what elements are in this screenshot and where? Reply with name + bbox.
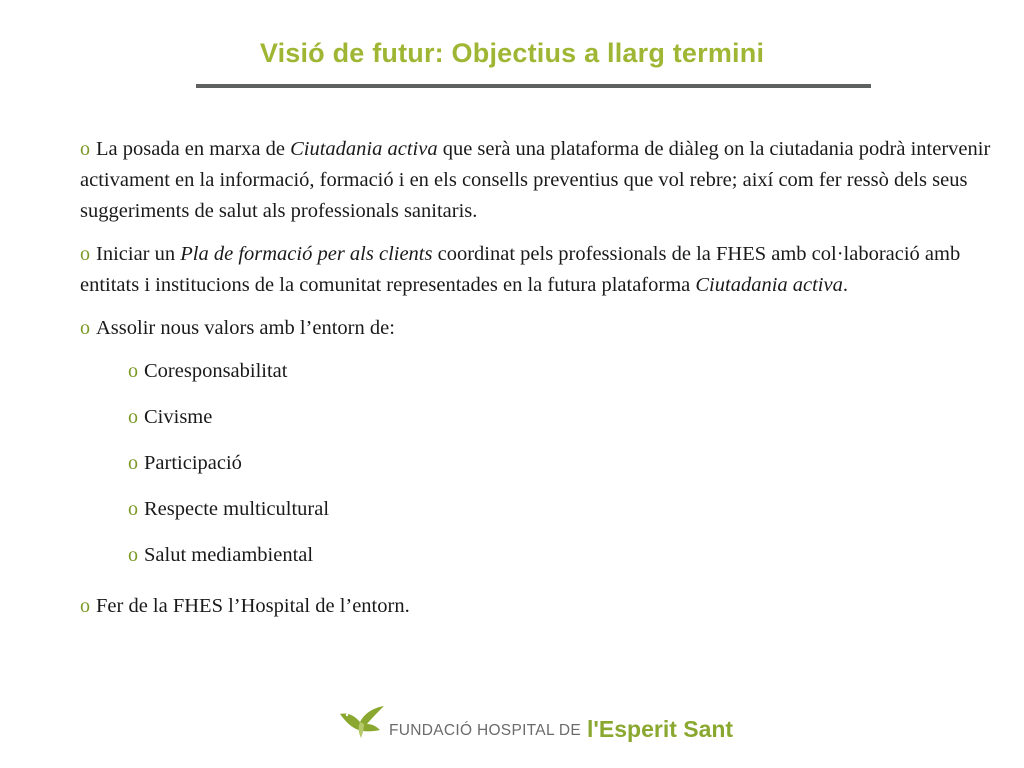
bullet-ciutadania-activa: o La posada en marxa de Ciutadania activa que serà una plataforma de diàleg on la ciutadania podrà intervenir activament en la informació, formació i en els consells preventius que vol rebre; així com fer ressò dels seus suggeriments de salut als professionals sanitaris. — [80, 138, 991, 222]
bullet-marker: o — [128, 452, 138, 474]
slide-content — [80, 134, 995, 634]
logo-prefix: FUNDACIÓ HOSPITAL DE — [389, 722, 582, 739]
bullet-nous-valors: o Assolir nous valors amb l’entorn de: — [80, 317, 395, 339]
bullet-marker: o — [128, 544, 138, 566]
bullet-marker: o — [80, 243, 90, 265]
sub-bullet-value: o Salut mediambiental — [128, 544, 314, 566]
bullet-marker: o — [80, 317, 90, 339]
emphasis-ciutadania-activa: Ciutadania activa — [290, 138, 438, 160]
emphasis-pla-formacio: Pla de formació per als clients — [180, 243, 433, 265]
sub-bullet-value: o Participació — [128, 452, 242, 474]
title-divider — [196, 84, 871, 88]
bullet-pla-formacio: o Iniciar un Pla de formació per als clients coordinat pels professionals de la FHES amb col·laboració amb entitats i institucions de la comunitat representades en la futura plataforma Ciutadania activa. — [80, 243, 961, 296]
sub-bullet-value: o Civisme — [128, 406, 213, 428]
logo-name: l'Esperit Sant — [587, 716, 734, 742]
foundation-logo — [338, 702, 738, 742]
bullet-marker: o — [128, 406, 138, 428]
dove-icon — [338, 702, 386, 742]
slide-title: Visió de futur: Objectius a llarg termini — [259, 38, 765, 68]
emphasis-ciutadania-activa: Ciutadania activa — [695, 274, 843, 296]
bullet-marker: o — [128, 360, 138, 382]
sub-bullet-value: o Respecte multicultural — [128, 498, 330, 520]
sub-bullet-value: o Coresponsabilitat — [128, 360, 288, 382]
bullet-marker: o — [80, 138, 90, 160]
bullet-marker: o — [80, 595, 90, 617]
bullet-marker: o — [128, 498, 138, 520]
bullet-hospital-entorn: o Fer de la FHES l’Hospital de l’entorn. — [80, 595, 410, 617]
